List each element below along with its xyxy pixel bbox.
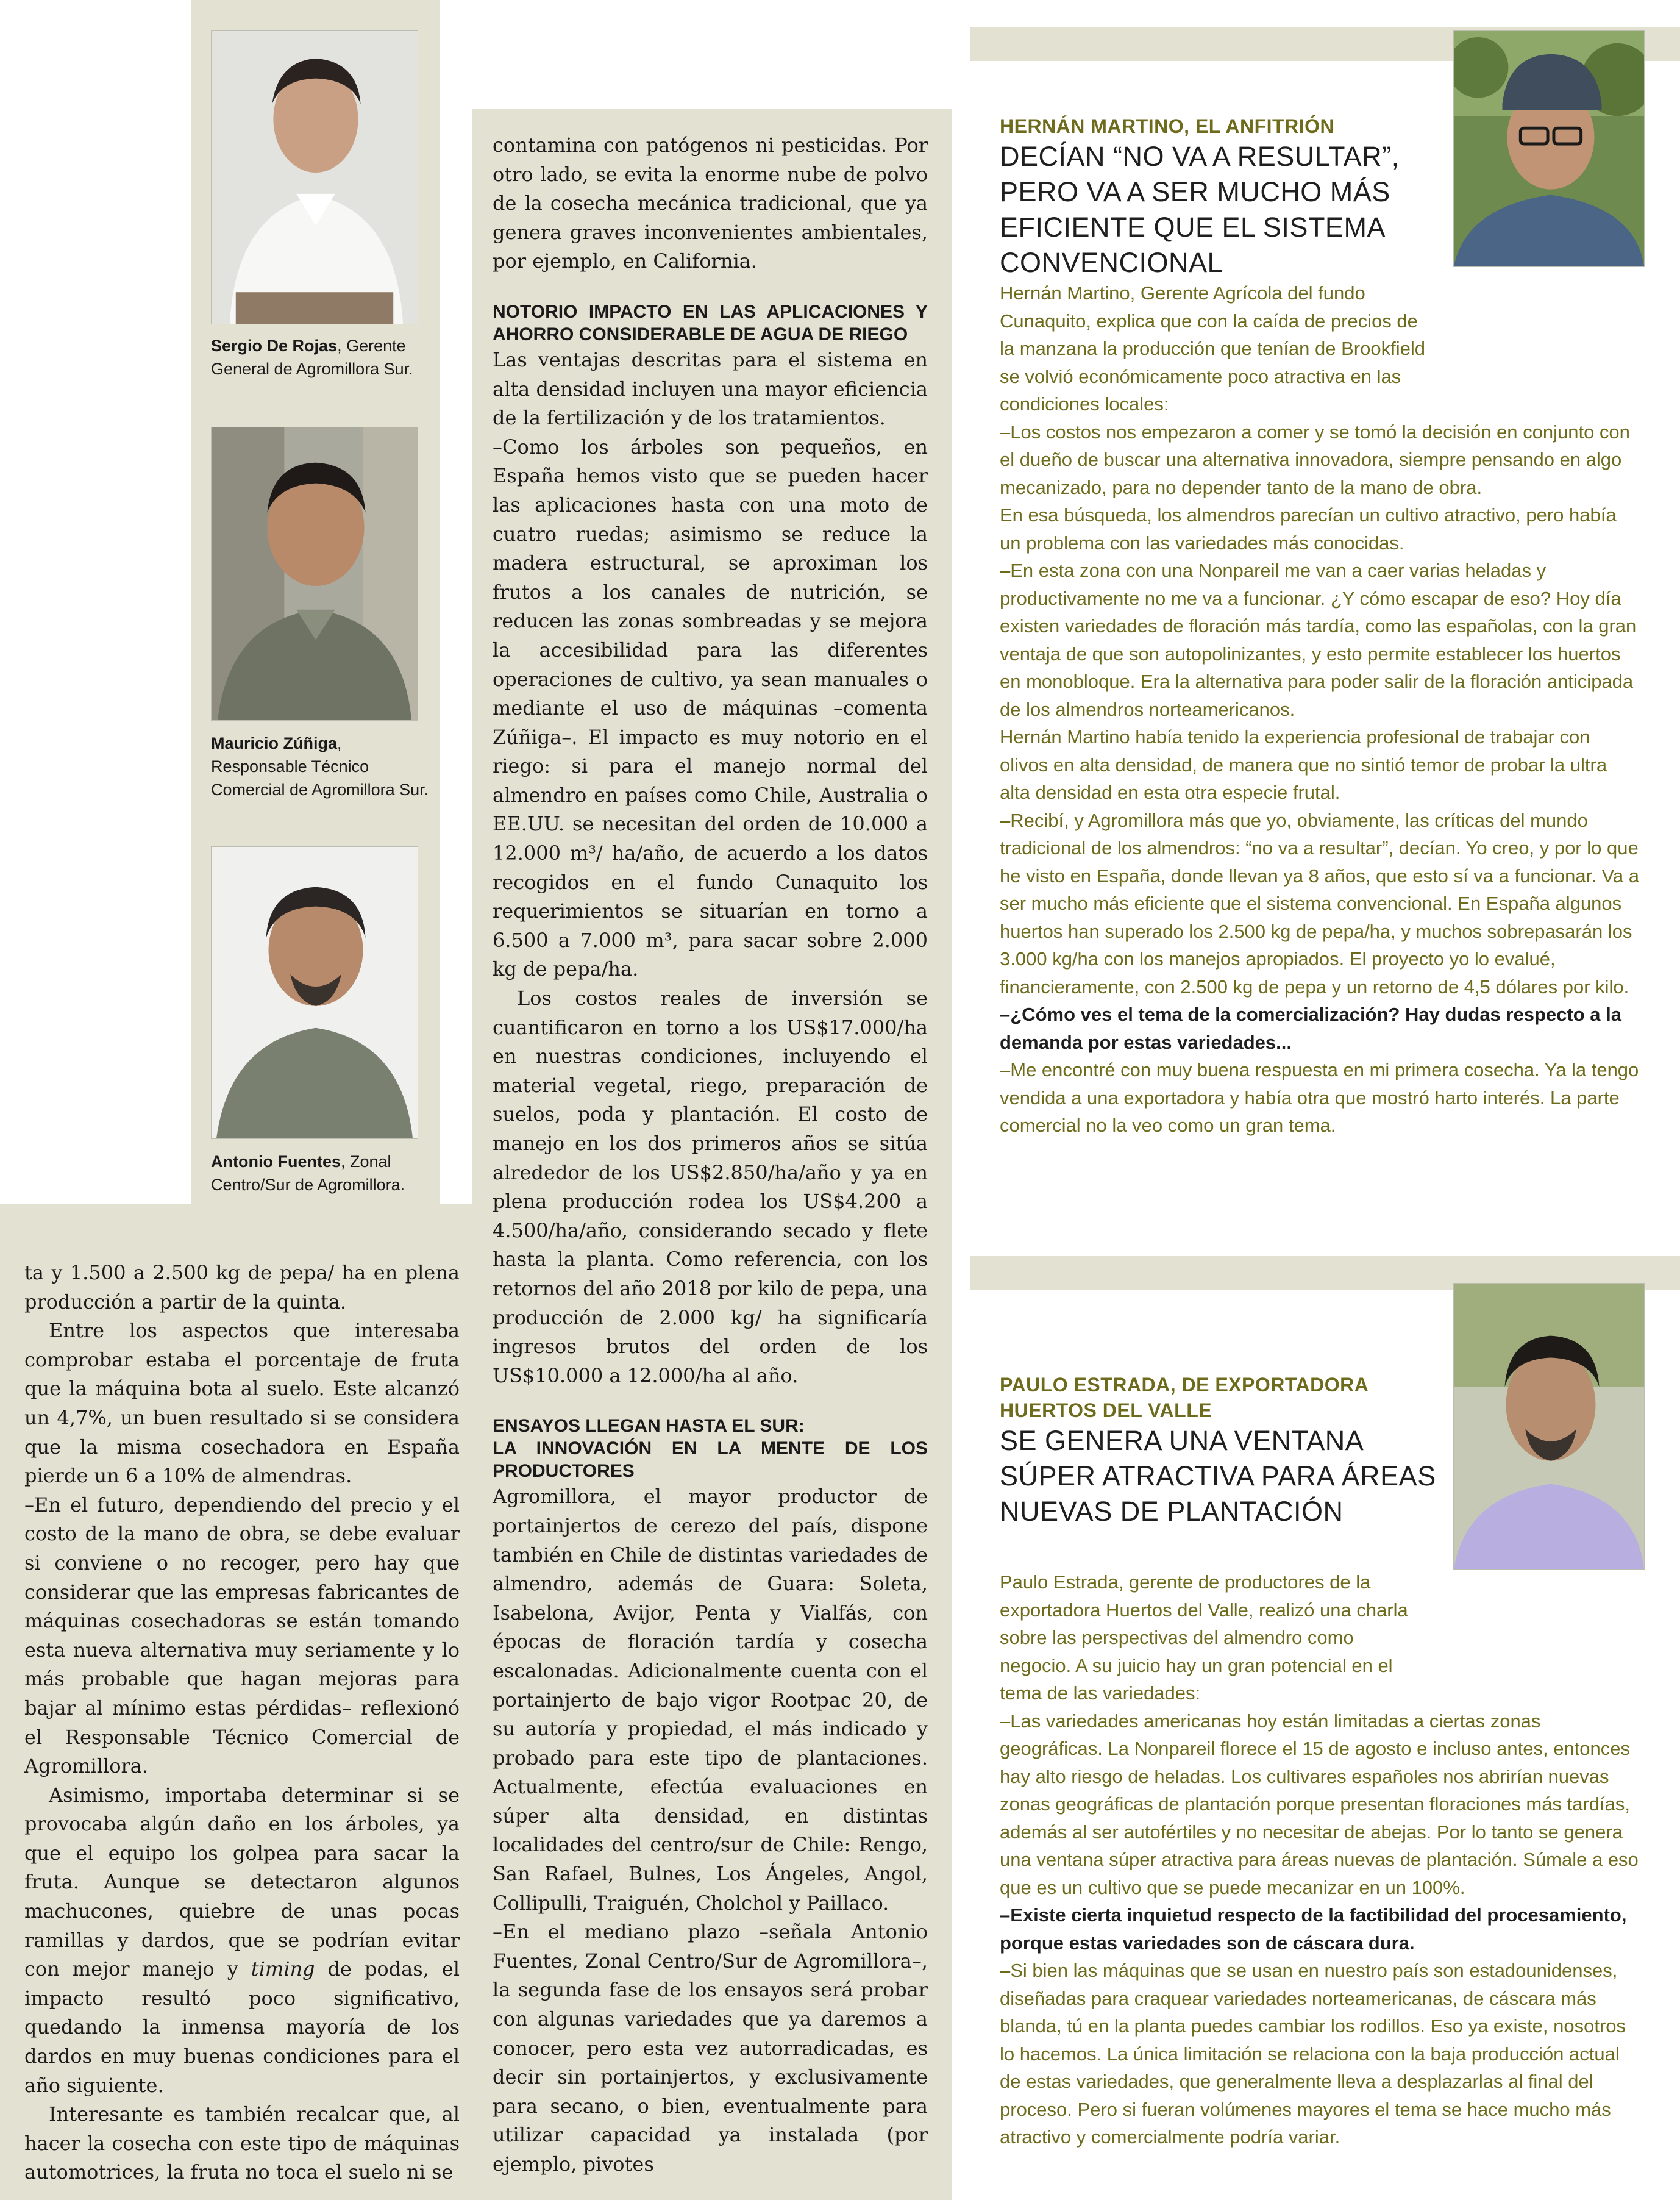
middle-column-text [493, 131, 928, 2179]
left-paragraph-3: –En el futuro, dependiendo del precio y el costo de la mano de obra, se debe evaluar si conviene o no recoger, pero hay que considerar que las empresas fabricantes de máquinas cosechadoras se están tomando esta nueva alternativa muy seriamente y lo más probable que hagan mejoras para bajar al mínimo estas pérdidas– reflexionó el Responsable Técnico Comercial de Agromillora. [24, 1493, 460, 1778]
antonio-caption: Antonio Fuentes, Zonal Centro/Sur de Agromillora. [211, 1152, 405, 1194]
antonio-fuentes-photo [211, 846, 418, 1139]
box2-paragraph-2: –Las variedades americanas hoy están limitadas a ciertas zonas geográficas. La Nonpareil florece el 15 de agosto e incluso antes, entonces hay alto riesgo de heladas. Los cultivares españoles nos abrirían nuevas zonas geográficas de plantación porque presentan floraciones más tardías, además al ser autofértiles y no necesitar de abejas. Por lo tanto se genera una ventana súper atractiva para áreas nuevas de plantación. Súmale a eso que es un cultivo que se puede mecanizar en un 100%. [1000, 1710, 1639, 1898]
left-paragraph-4: Asimismo, importaba determinar si se provocaba algún daño en los árboles, ya que el equipo los golpea para sacar la fruta. Aunque se detectaron algunos machucones, quiebre de unas pocas ramillas y dardos, que se podrían evitar con mejor manejo y timing de podas, el impacto resultó poco significativo, quedando la inmensa mayoría de los dardos en muy buenas condiciones para el año siguiente. [24, 1783, 460, 2097]
middle-paragraph-6: –En el mediano plazo –señala Antonio Fuentes, Zonal Centro/Sur de Agromillora–, la segunda fase de los ensayos será probar con algunas variedades que ya daremos a conocer, pero esta vez autorradicadas, es decir sin portainjertos, y exclusivamente para secano, o bien, eventualmente para utilizar capacidad ya instalada (por ejemplo, pivotes [493, 1920, 928, 2176]
box1-paragraph-5: Hernán Martino había tenido la experiencia profesional de trabajar con olivos en alta densidad, de manera que no sintió temor de probar la ultra alta densidad en esta otra especie frutal. [1000, 726, 1607, 803]
box1-title: DECÍAN “NO VA A RESULTAR”, PERO VA A SER MUCHO MÁS EFICIENTE QUE EL SISTEMA CONVENCIONAL [1000, 141, 1400, 278]
paulo-estrada-photo [1453, 1283, 1645, 1570]
mauricio-caption: Mauricio Zúñiga, Responsable Técnico Comercial de Agromillora Sur. [211, 734, 429, 799]
section-heading-trials: ENSAYOS LLEGAN HASTA EL SUR: LA INNOVACIÓN EN LA MENTE DE LOS PRODUCTORES [493, 1416, 928, 1482]
mauricio-zuniga-photo [211, 427, 418, 721]
hernan-martino-photo [1453, 30, 1645, 267]
box2-title: SE GENERA UNA VENTANA SÚPER ATRACTIVA PARA ÁREAS NUEVAS DE PLANTACIÓN [1000, 1425, 1436, 1527]
middle-paragraph-1: contamina con patógenos ni pesticidas. Por otro lado, se evita la enorme nube de polvo de la cosecha mecánica tradicional, que ya genera graves inconvenientes ambientales, por ejemplo, en California. [493, 134, 928, 273]
middle-paragraph-3: –Como los árboles son pequeños, en España hemos visto que se pueden hacer las aplicaciones hasta con una moto de cuatro ruedas; asimismo se reduce la madera estructural, se aproximan los frutos a los canales de nutrición, se reducen las zonas sombreadas y se mejora la accesibilidad para las diferentes operaciones de cultivo, ya sean manuales o mediante el uso de máquinas –comenta Zúñiga–. El impacto es muy notorio en el riego: si para el manejo normal del almendro en países como Chile, Australia o EE.UU. se necesitan del orden de 10.000 a 12.000 m³/ ha/año, de acuerdo a los datos recogidos en el fundo Cunaquito los requerimientos se situarían en torno a 6.500 a 7.000 m³, para sacar sobre 2.000 kg de pepa/ha. [493, 435, 928, 981]
box2-body [1000, 1568, 1642, 2151]
box1-paragraph-3: En esa búsqueda, los almendros parecían un cultivo atractivo, pero había un problema con las variedades más conocidas. [1000, 504, 1617, 554]
middle-paragraph-5: Agromillora, el mayor productor de portainjertos de cerezo del país, dispone también en Chile de distintas variedades de almendro, además de Guara: Soleta, Isabelona, Avijor, Penta y Vialfás, con épocas de floración tardía y cosecha escalonadas. Adicionalmente cuenta con el portainjerto de bajo vigor Rootpac 20, de su autoría y propiedad, el más indicado y probado para este tipo de plantaciones. Actualmente, efectúa evaluaciones en súper alta densidad, en distintas localidades del centro/sur de Chile: Rengo, San Rafael, Bulnes, Los Ángeles, Angol, Collipulli, Traiguén, Cholchol y Paillaco. [493, 1485, 928, 1915]
box1-paragraph-4: –En esta zona con una Nonpareil me van a caer varias heladas y productivamente no me va a funcionar. ¿Y cómo escapar de eso? Hoy día existen variedades de floración más tardía, como las españolas, con la gran ventaja de que son autopolinizantes, y esto permite establecer los huertos en monobloque. Era la alternativa para poder salir de la floración anticipada de los almendros norteamericanos. [1000, 560, 1637, 720]
box1-intro: Hernán Martino, Gerente Agrícola del fundo Cunaquito, explica que con la caída de precios de la manzana la producción que tenían de Brookfield se volvió económicamente poco atractiva en las condiciones locales: [1000, 282, 1425, 415]
middle-paragraph-2: Las ventajas descritas para el sistema en alta densidad incluyen una mayor eficiencia de la fertilización y de los tratamientos. [493, 348, 928, 430]
sergio-de-rojas-photo [211, 30, 418, 324]
left-paragraph-5: Interesante es también recalcar que, al hacer la cosecha con este tipo de máquinas automotrices, la fruta no toca el suelo ni se [24, 2102, 460, 2184]
box1-paragraph-6: –Recibí, y Agromillora más que yo, obviamente, las críticas del mundo tradicional de los almendros: “no va a resultar”, decían. Yo creo, y por lo que he visto en España, donde llevan ya 8 años, que esto sí va a funcionar. Va a ser mucho más eficiente que el sistema convencional. En España algunos huertos han superado los 2.500 kg de pepa/ha, y muchos sobrepasarán los 3.000 kg/ha con los manejos apropiados. El proyecto yo lo evalué, financieramente, con 2.500 kg de pepa y un retorno de 4,5 dólares por kilo. [1000, 809, 1639, 998]
left-paragraph-1: ta y 1.500 a 2.500 kg de pepa/ ha en plena producción a partir de la quinta. [24, 1261, 460, 1313]
left-paragraph-2: Entre los aspectos que interesaba comprobar estaba el porcentaje de fruta que la máquina bota al suelo. Este alcanzó un 4,7%, un buen resultado si se considera que la misma cosechadora en España pierde un 6 a 10% de almendras. [24, 1319, 460, 1488]
sergio-caption: Sergio De Rojas, Gerente General de Agromillora Sur. [211, 337, 413, 378]
box1-kicker: HERNÁN MARTINO, EL ANFITRIÓN [1000, 115, 1335, 137]
box1-header [1000, 113, 1439, 280]
box2-header [1000, 1372, 1439, 1529]
box1-question: –¿Cómo ves el tema de la comercialización? Hay dudas respecto a la demanda por estas variedades... [1000, 1004, 1621, 1053]
box2-intro: Paulo Estrada, gerente de productores de la exportadora Huertos del Valle, realizó una charla sobre las perspectivas del almendro como negocio. A su juicio hay un gran potencial en el tema de las variedades: [1000, 1571, 1408, 1704]
left-column-text [24, 1259, 460, 2187]
box2-kicker: PAULO ESTRADA, DE EXPORTADORA HUERTOS DEL VALLE [1000, 1374, 1369, 1421]
section-heading-impact: NOTORIO IMPACTO EN LAS APLICACIONES Y AHORRO CONSIDERABLE DE AGUA DE RIEGO [493, 301, 928, 345]
box1-paragraph-2: –Los costos nos empezaron a comer y se tomó la decisión en conjunto con el dueño de buscar una alternativa innovadora, siempre pensando en algo mecanizado, para no depender tanto de la mano de obra. [1000, 421, 1630, 498]
box2-question: –Existe cierta inquietud respecto de la factibilidad del procesamiento, porque estas variedades son de cáscara dura. [1000, 1904, 1627, 1954]
box1-body [1000, 279, 1642, 1140]
box1-paragraph-7: –Me encontré con muy buena respuesta en mi primera cosecha. Ya la tengo vendida a una exportadora y había otra que mostró harto interés. La parte comercial no la veo como un gran tema. [1000, 1059, 1639, 1136]
box2-paragraph-3: –Si bien las máquinas que se usan en nuestro país son estadounidenses, diseñadas para craquear variedades norteamericanas, de cáscara más blanda, tú en la planta puedes cambiar los rodillos. Eso ya existe, nosotros lo hacemos. La única limitación se relaciona con la baja producción actual de estas variedades, que generalmente lleva a desplazarlas al final del proceso. Pero si fueran volúmenes mayores el tema se hace mucho más atractivo y comercialmente podría variar. [1000, 1960, 1626, 2148]
middle-paragraph-4: Los costos reales de inversión se cuantificaron en torno a los US$17.000/ha en nuestras condiciones, incluyendo el material vegetal, riego, preparación de suelos, poda y plantación. El costo de manejo en los dos primeros años se sitúa alrededor de los US$2.850/ha/año y ya en plena producción rodea los US$4.200 a 4.500/ha/año, considerando secado y flete hasta la planta. Como referencia, con los retornos del año 2018 por kilo de pepa, una producción de 2.000 kg/ ha significaría ingresos brutos del orden de los US$10.000 a 12.000/ha al año. [493, 987, 928, 1387]
